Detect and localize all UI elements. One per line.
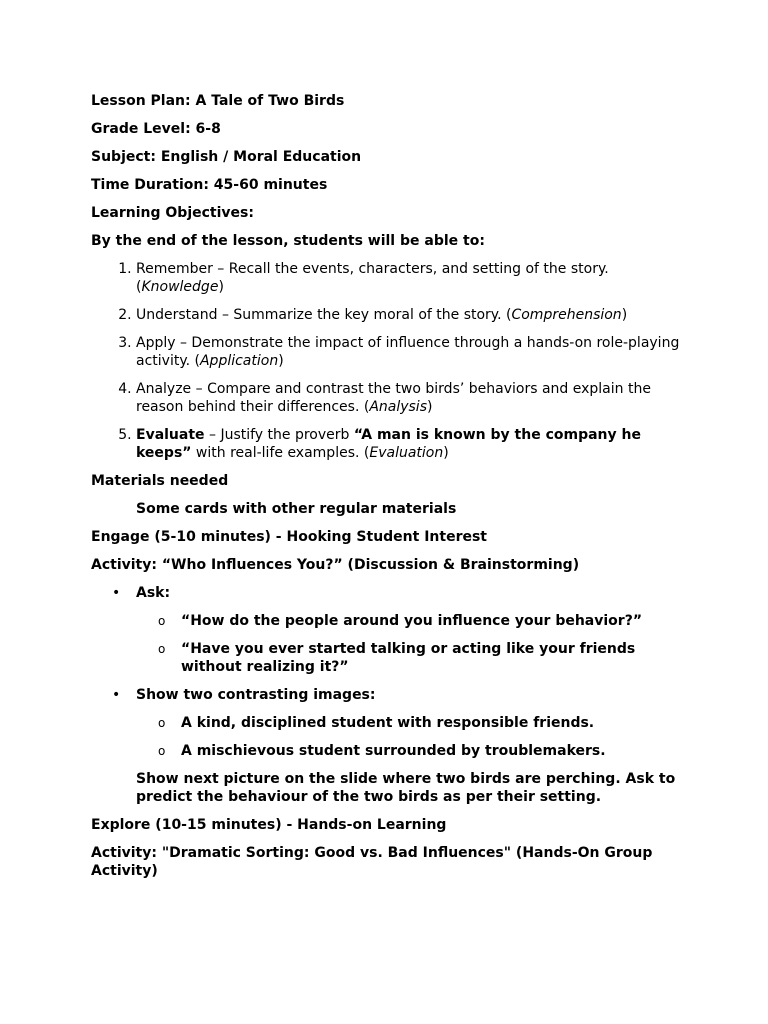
objective-item: 1. Remember – Recall the events, characters, and setting of the story. (Knowledge) [136, 260, 691, 296]
show-label: Show two contrasting images: [136, 687, 376, 703]
objective-item: 3. Apply – Demonstrate the impact of influence through a hands-on role-playing activity. (Application) [136, 334, 691, 370]
engage-heading: Engage (5-10 minutes) - Hooking Student Interest [91, 529, 487, 545]
bullet-icon: • [112, 585, 121, 601]
show-sublist [136, 714, 691, 760]
explore-activity: Activity: "Dramatic Sorting: Good vs. Bad Influences" (Hands-On Group Activity) [91, 845, 653, 879]
materials-heading: Materials needed [91, 473, 229, 489]
list-item: o “How do the people around you influence your behavior?” [158, 613, 643, 629]
document-body [91, 92, 691, 890]
lesson-title: Lesson Plan: A Tale of Two Birds [91, 93, 345, 109]
materials-text: Some cards with other regular materials [136, 501, 457, 517]
subject-line: Subject: English / Moral Education [91, 149, 362, 165]
list-item: o A kind, disciplined student with responsible friends. [158, 715, 595, 731]
list-item [91, 584, 691, 676]
objectives-list [91, 260, 691, 462]
list-item: o A mischievous student surrounded by troublemakers. [158, 743, 606, 759]
engage-followup: Show next picture on the slide where two birds are perching. Ask to predict the behaviour of the two birds as per their setting. [136, 771, 676, 805]
sub-bullet-icon: o [158, 642, 166, 656]
time-duration: Time Duration: 45-60 minutes [91, 177, 328, 193]
objectives-intro: By the end of the lesson, students will be able to: [91, 233, 485, 249]
sub-bullet-icon: o [158, 614, 166, 628]
objective-item: 2. Understand – Summarize the key moral of the story. (Comprehension) [136, 306, 691, 324]
grade-level: Grade Level: 6-8 [91, 121, 221, 137]
ask-label: Ask: [136, 585, 171, 601]
explore-heading: Explore (10-15 minutes) - Hands-on Learning [91, 817, 447, 833]
objective-item: 5. Evaluate – Justify the proverb “A man is known by the company he keeps” with real-life examples. (Evaluation) [136, 426, 691, 462]
bullet-icon: • [112, 687, 121, 703]
list-item [91, 686, 691, 760]
sub-bullet-icon: o [158, 744, 166, 758]
engage-activity: Activity: “Who Influences You?” (Discussion & Brainstorming) [91, 557, 580, 573]
engage-bullet-list [91, 584, 691, 760]
objectives-heading: Learning Objectives: [91, 205, 254, 221]
list-item: o “Have you ever started talking or acting like your friends without realizing it?” [158, 641, 636, 675]
objective-item: 4. Analyze – Compare and contrast the two birds’ behaviors and explain the reason behind their differences. (Analysis) [136, 380, 691, 416]
ask-sublist [136, 612, 691, 676]
sub-bullet-icon: o [158, 716, 166, 730]
